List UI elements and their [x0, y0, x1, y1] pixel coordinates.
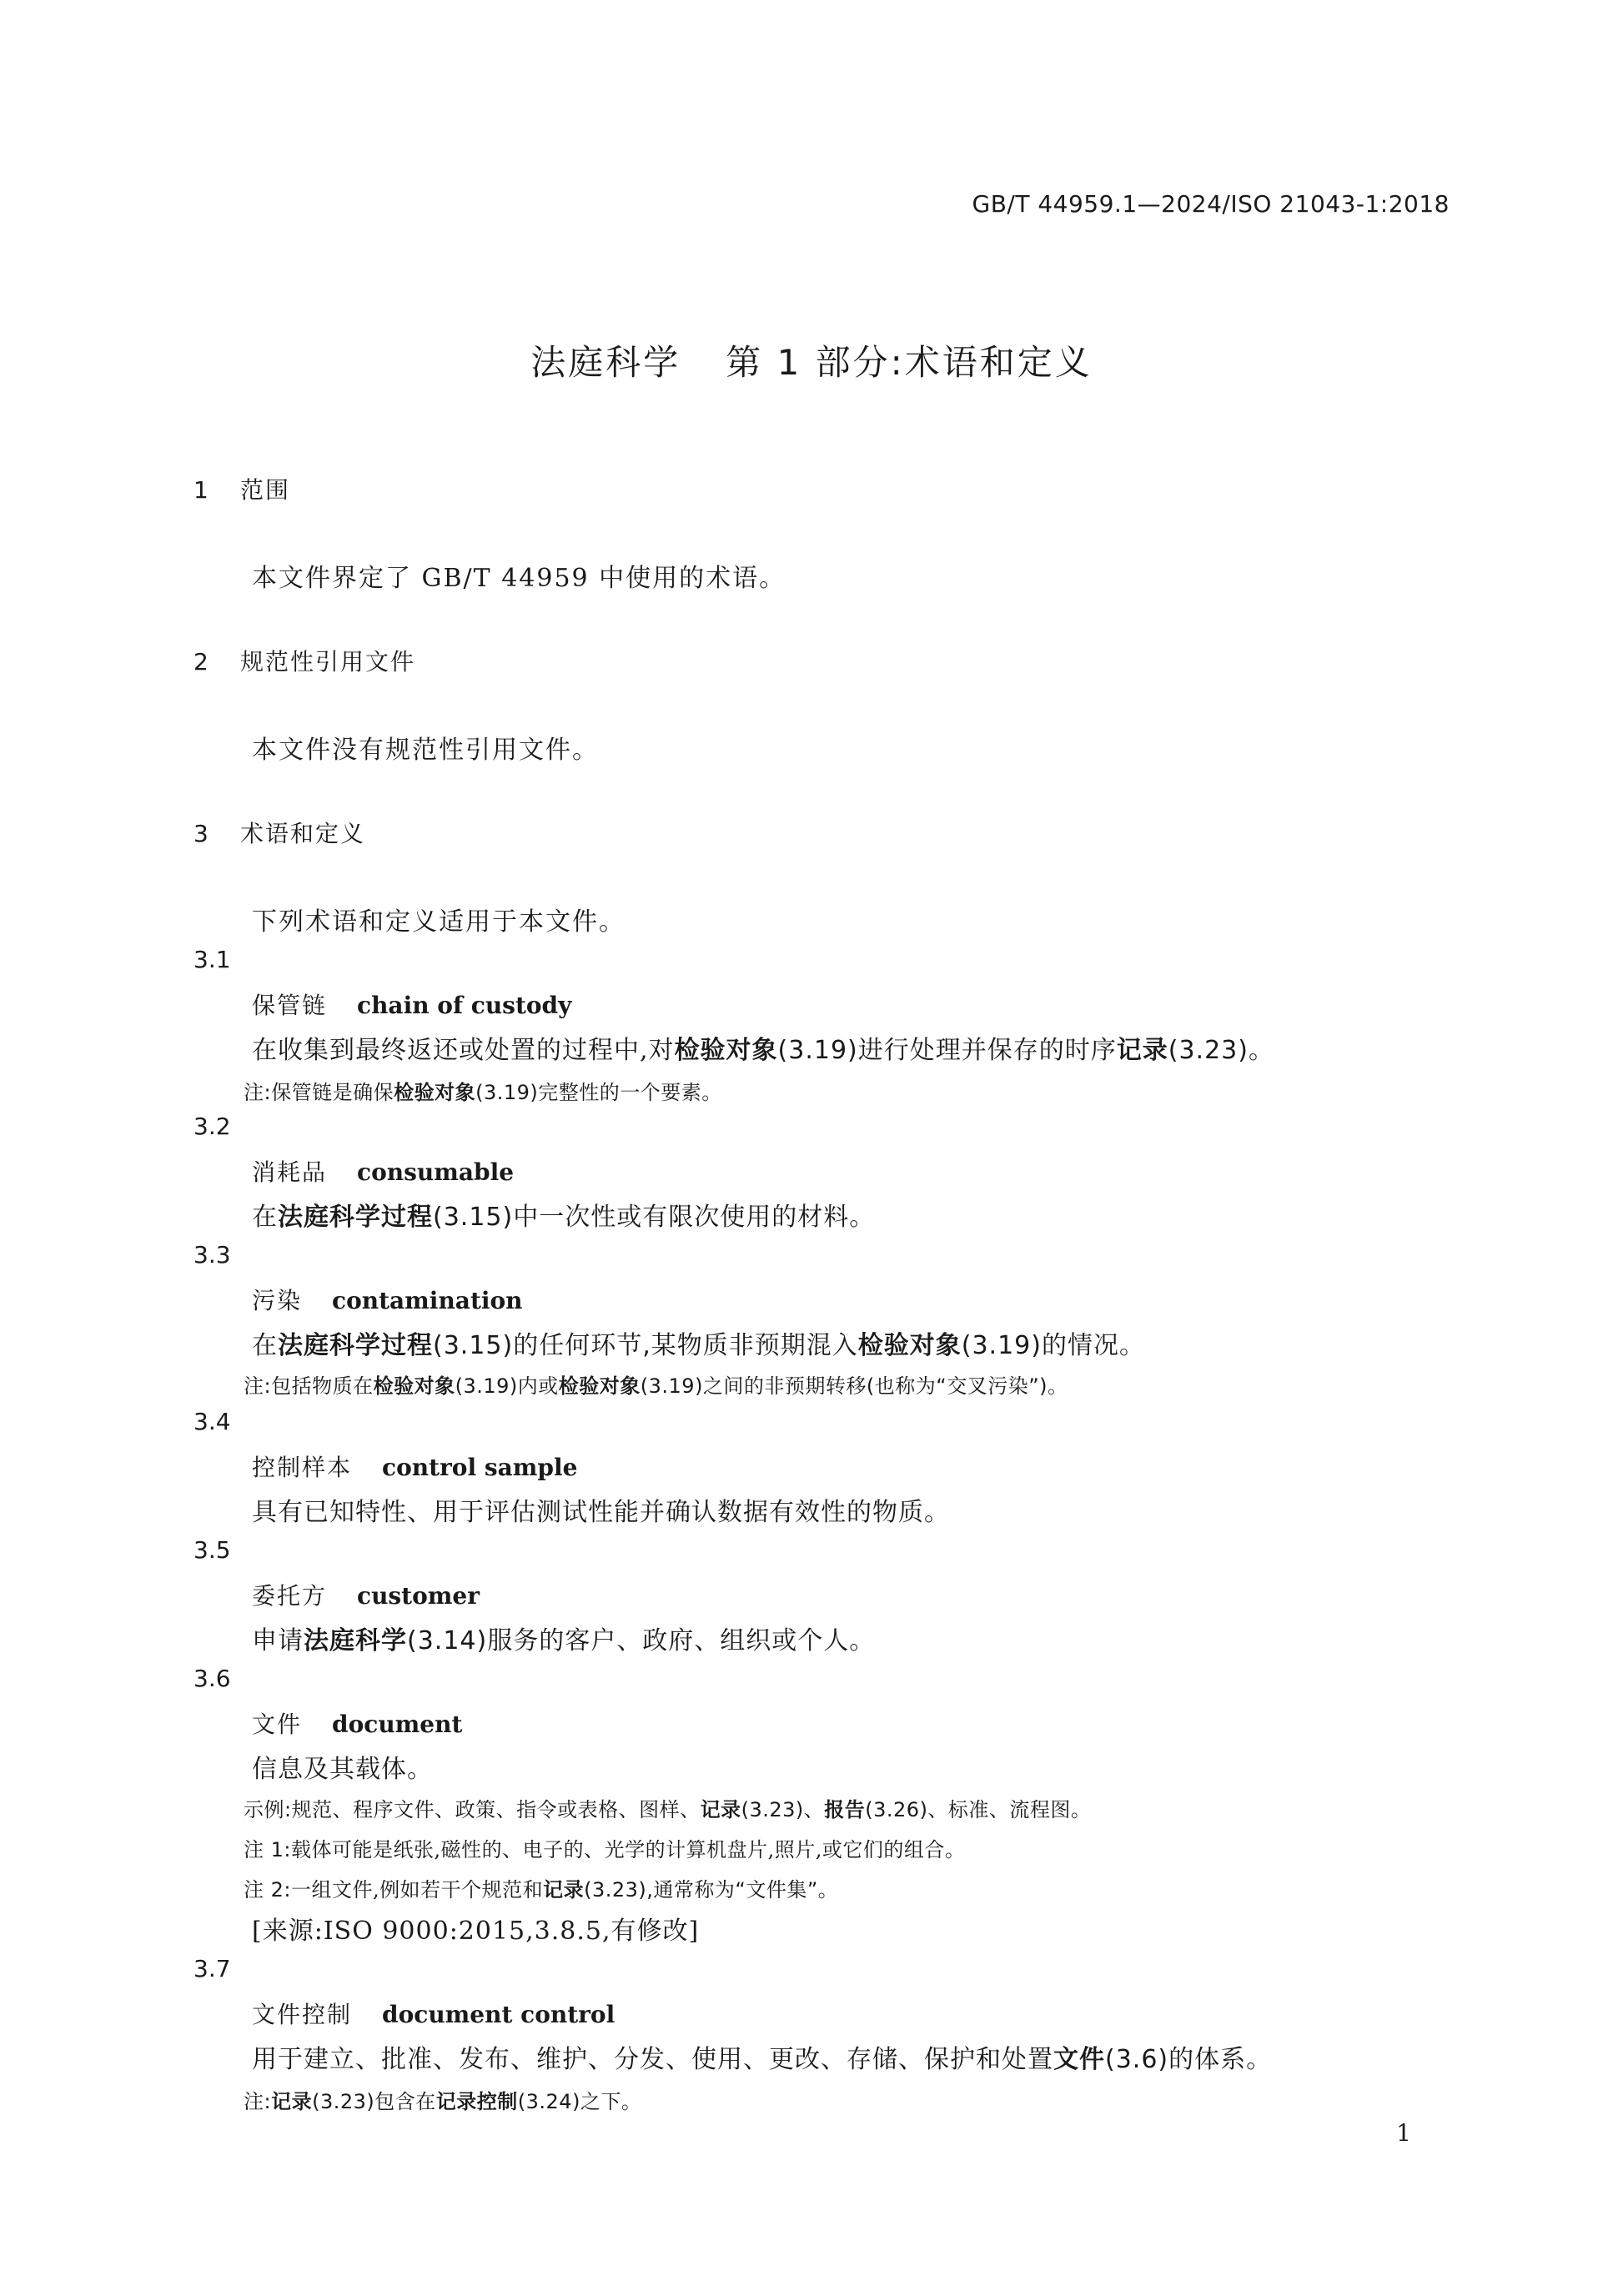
section-heading-normative: 2 规范性引用文件: [193, 648, 416, 676]
definition: 在法庭科学过程(3.15)的任何环节,某物质非预期混入检验对象(3.19)的情况。: [252, 1331, 1145, 1360]
definition: 具有已知特性、用于评估测试性能并确认数据有效性的物质。: [252, 1498, 950, 1527]
entry-number: 3.7: [193, 1955, 231, 1982]
entry-number: 3.3: [193, 1241, 231, 1269]
entry-number: 3.2: [193, 1113, 231, 1140]
note: 注 1:载体可能是纸张,磁性的、电子的、光学的计算机盘片,照片,或它们的组合。: [244, 1838, 966, 1861]
entry-number: 3.1: [193, 946, 231, 973]
definition: 用于建立、批准、发布、维护、分发、使用、更改、存储、保护和处置文件(3.6)的体系。: [252, 2045, 1273, 2074]
document-id: GB/T 44959.1—2024/ISO 21043-1:2018: [972, 190, 1450, 218]
term-consumable: 消耗品 consumable: [252, 1158, 515, 1186]
normative-text: 本文件没有规范性引用文件。: [252, 736, 599, 765]
definition: 信息及其载体。: [252, 1755, 433, 1784]
scope-text: 本文件界定了 GB/T 44959 中使用的术语。: [252, 564, 786, 593]
page-number: 1: [1396, 2119, 1411, 2147]
section-heading-scope: 1 范围: [193, 476, 291, 504]
example: 示例:规范、程序文件、政策、指令或表格、图样、记录(3.23)、报告(3.26)、标准、流程图。: [244, 1798, 1092, 1821]
term-contamination: 污染 contamination: [252, 1287, 523, 1314]
terms-intro: 下列术语和定义适用于本文件。: [252, 907, 626, 937]
term-chain-of-custody: 保管链 chain of custody: [252, 992, 572, 1019]
note: 注 2:一组文件,例如若干个规范和记录(3.23),通常称为“文件集”。: [244, 1878, 839, 1902]
term-document-control: 文件控制 document control: [252, 2001, 616, 2028]
source-citation: [来源:ISO 9000:2015,3.8.5,有修改]: [252, 1917, 700, 1946]
term-control-sample: 控制样本 control sample: [252, 1454, 578, 1481]
section-heading-terms: 3 术语和定义: [193, 820, 366, 847]
title-part1: 法庭科学: [530, 342, 681, 383]
note: 注:包括物质在检验对象(3.19)内或检验对象(3.19)之间的非预期转移(也称为“交叉污染”)。: [244, 1374, 1068, 1398]
entry-number: 3.6: [193, 1665, 231, 1692]
term-document: 文件 document: [252, 1711, 463, 1738]
definition: 在收集到最终返还或处置的过程中,对检验对象(3.19)进行处理并保存的时序记录(3.23)。: [252, 1036, 1274, 1065]
note: 注:记录(3.23)包含在记录控制(3.24)之下。: [244, 2090, 642, 2113]
definition: 在法庭科学过程(3.15)中一次性或有限次使用的材料。: [252, 1203, 876, 1232]
title-part2: 第 1 部分:术语和定义: [726, 342, 1093, 383]
note: 注:保管链是确保检验对象(3.19)完整性的一个要素。: [244, 1081, 722, 1104]
document-title: [0, 335, 1623, 385]
entry-number: 3.4: [193, 1408, 231, 1435]
definition: 申请法庭科学(3.14)服务的客户、政府、组织或个人。: [252, 1626, 876, 1655]
term-customer: 委托方 customer: [252, 1582, 480, 1610]
entry-number: 3.5: [193, 1536, 231, 1564]
